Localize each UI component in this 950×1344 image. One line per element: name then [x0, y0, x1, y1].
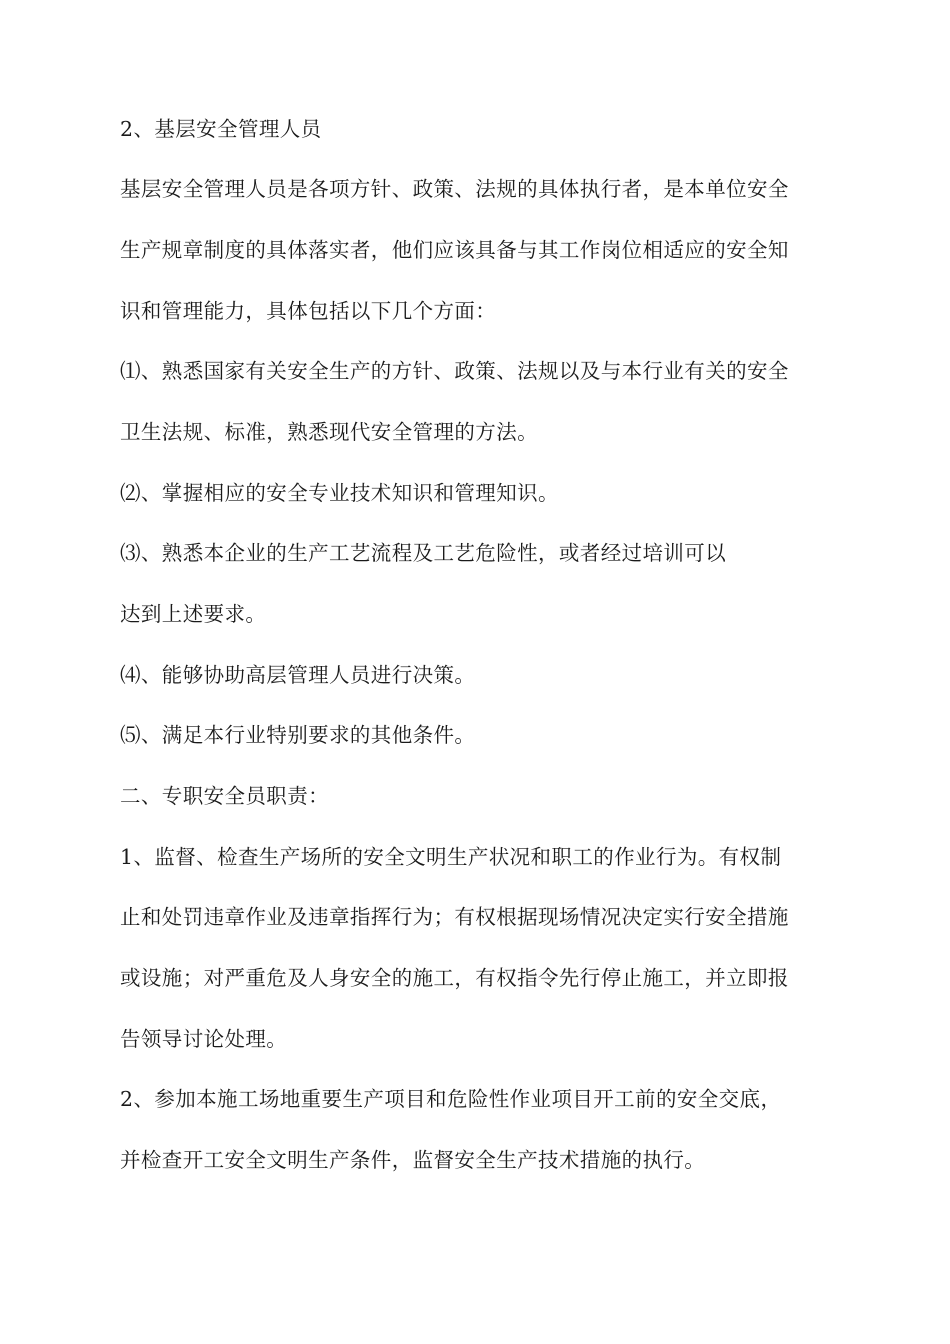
duty-item-1-line: 或设施；对严重危及人身安全的施工，有权指令先行停止施工，并立即报 [120, 966, 789, 990]
list-item-1-line: 卫生法规、标准，熟悉现代安全管理的方法。 [120, 420, 538, 444]
paragraph-line: 生产规章制度的具体落实者，他们应该具备与其工作岗位相适应的安全知 [120, 238, 789, 262]
duty-item-1-line: 1、监督、检查生产场所的安全文明生产状况和职工的作业行为。有权制 [120, 845, 782, 869]
paragraph-line: 基层安全管理人员是各项方针、政策、法规的具体执行者，是本单位安全 [120, 177, 789, 201]
list-item-4: ⑷、能够协助高层管理人员进行决策。 [120, 663, 476, 687]
list-item-1-line: ⑴、熟悉国家有关安全生产的方针、政策、法规以及与本行业有关的安全 [120, 359, 789, 383]
list-item-3-line: ⑶、熟悉本企业的生产工艺流程及工艺危险性，或者经过培训可以 [120, 541, 727, 565]
duty-item-1-line: 止和处罚违章作业及违章指挥行为；有权根据现场情况决定实行安全措施 [120, 905, 789, 929]
duty-item-2-line: 并检查开工安全文明生产条件，监督安全生产技术措施的执行。 [120, 1148, 706, 1172]
list-item-5: ⑸、满足本行业特别要求的其他条件。 [120, 723, 476, 747]
list-item-3-line: 达到上述要求。 [120, 602, 267, 626]
duty-item-2-line: 2、参加本施工场地重要生产项目和危险性作业项目开工前的安全交底， [120, 1087, 782, 1111]
paragraph-line: 识和管理能力，具体包括以下几个方面： [120, 299, 497, 323]
section-heading-grassroots-managers: 2、基层安全管理人员 [120, 117, 322, 141]
list-item-2: ⑵、掌握相应的安全专业技术知识和管理知识。 [120, 481, 559, 505]
section-heading-safety-officer-duties: 二、专职安全员职责： [120, 784, 329, 808]
duty-item-1-line: 告领导讨论处理。 [120, 1027, 288, 1051]
